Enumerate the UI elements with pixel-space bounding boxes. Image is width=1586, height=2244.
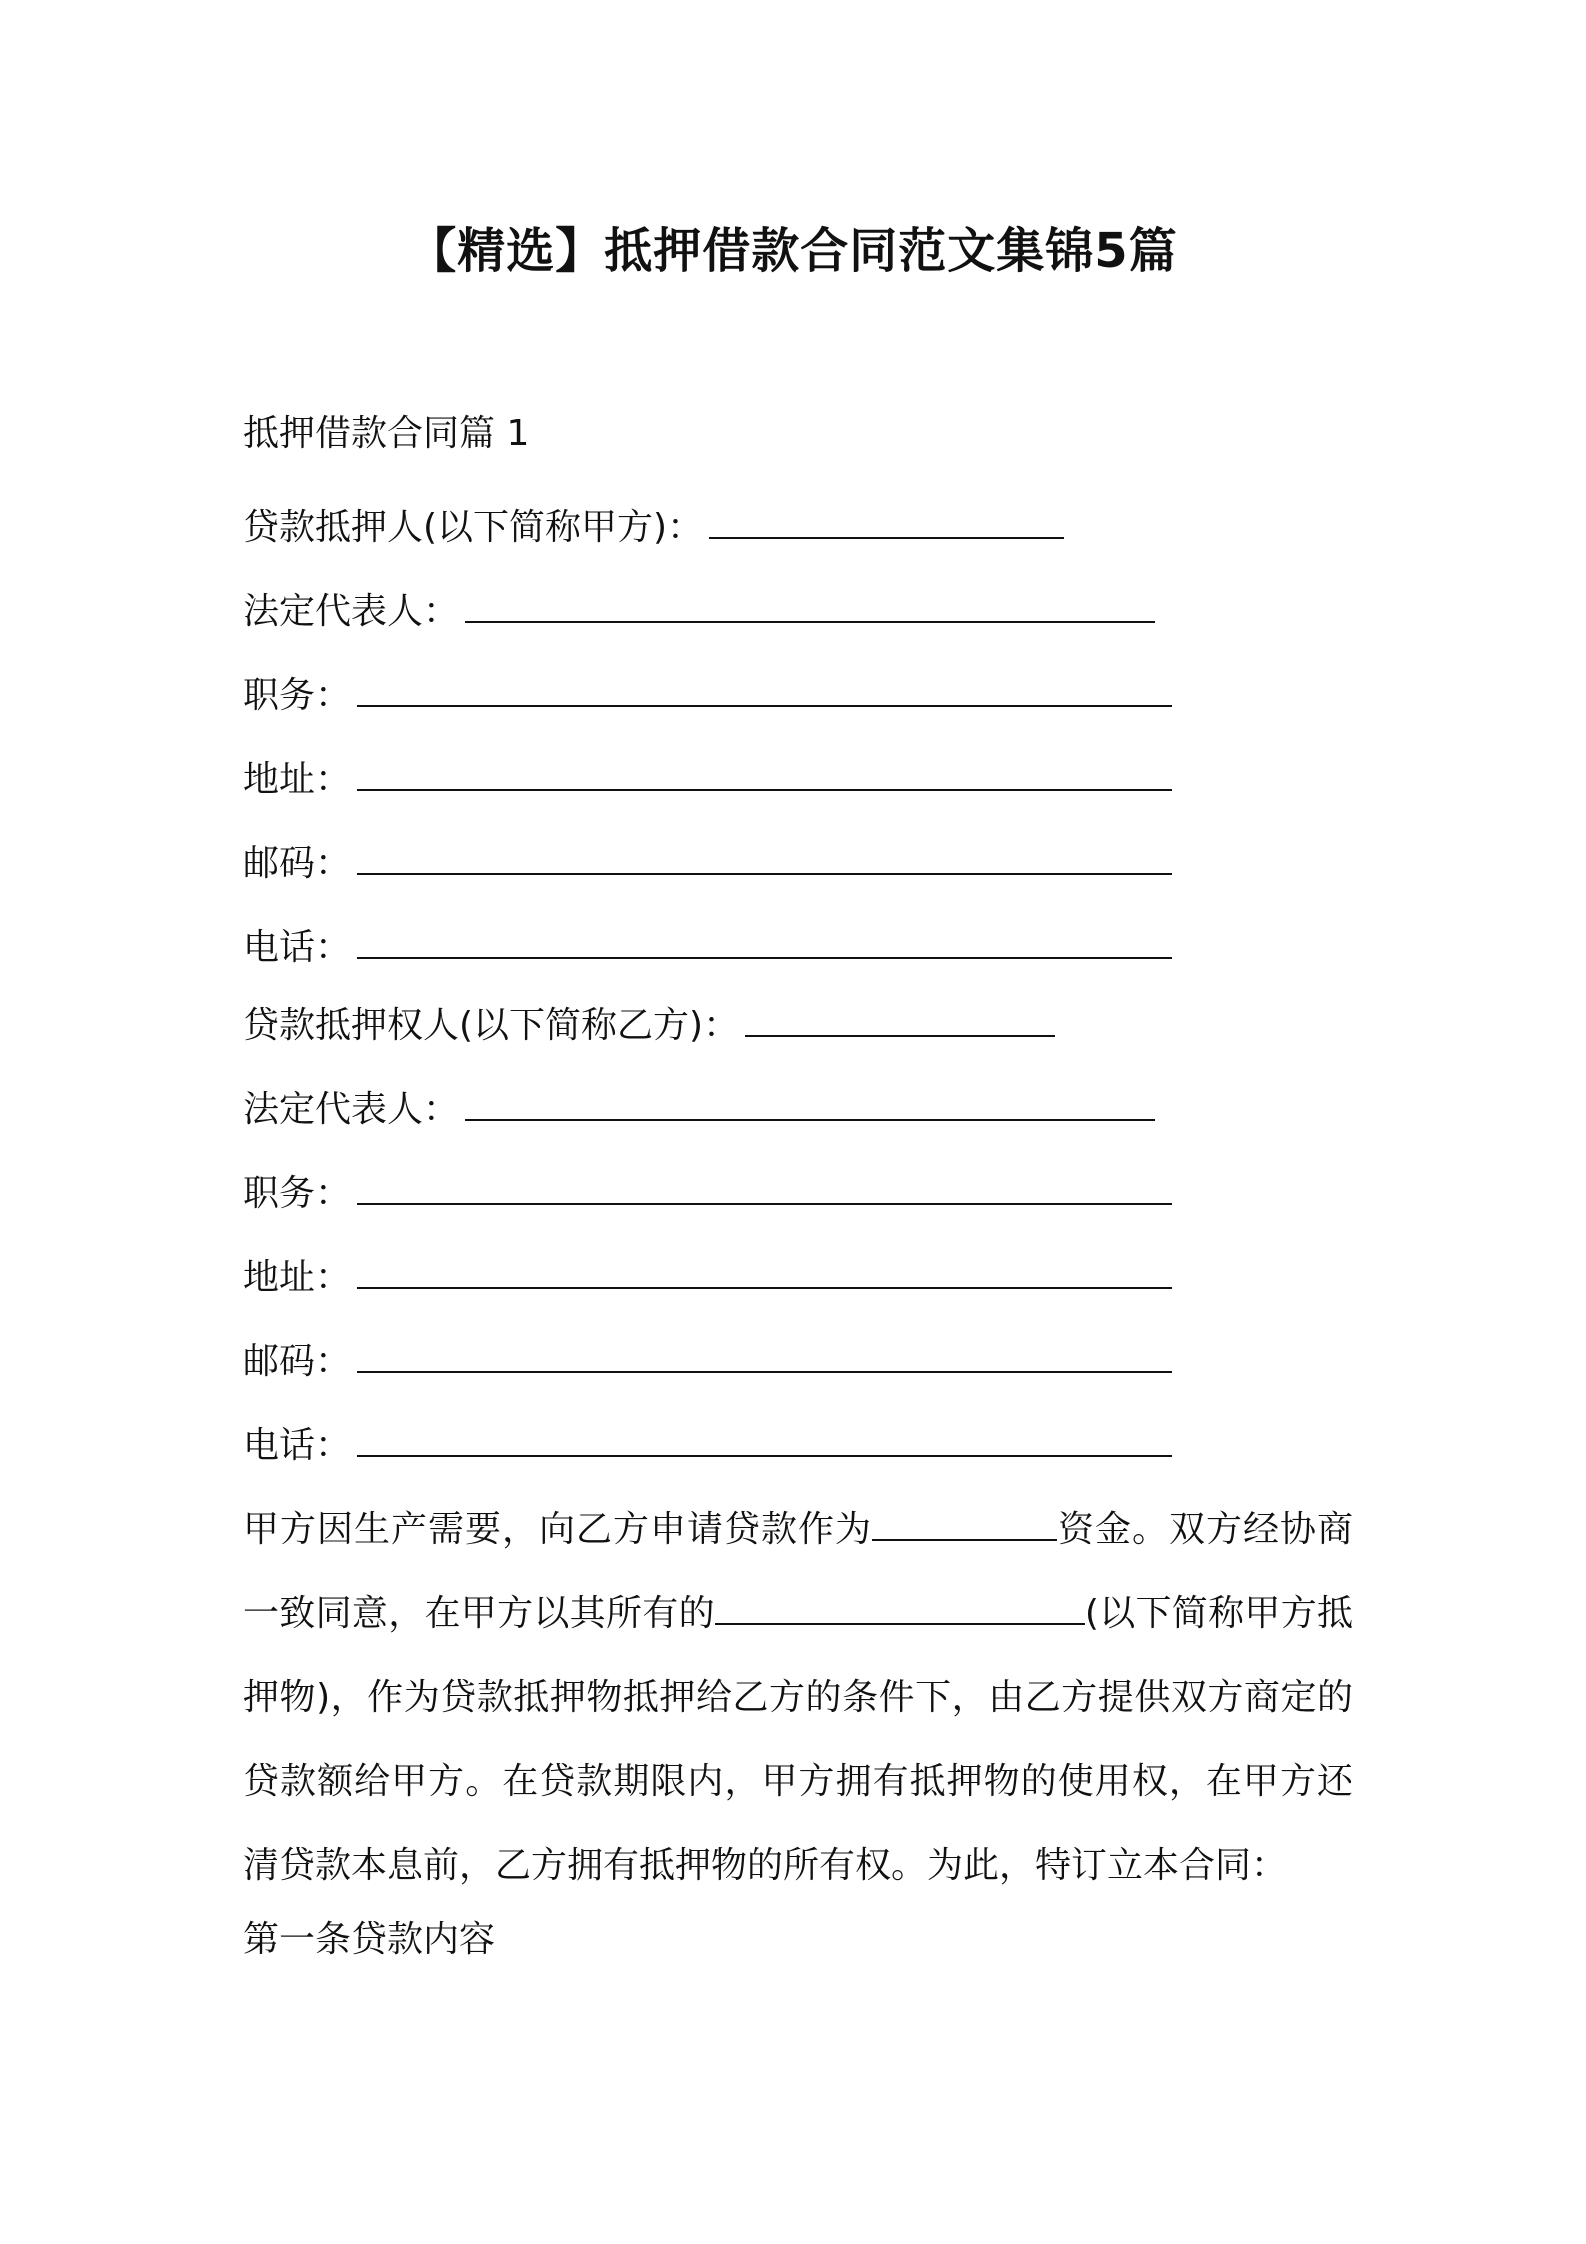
field-blank[interactable]	[357, 675, 1172, 707]
field-label: 职务：	[243, 675, 352, 716]
party-b-name-blank[interactable]	[745, 1005, 1055, 1037]
body-segment: (以下简称甲方抵押物)，作为贷款抵押物抵押给乙方的条件下，由乙方提供双方商定的贷款额给甲方。在贷款期限内，甲方拥有抵押物的使用权，在甲方还清贷款本息前，乙方拥有抵押物的所有权。为此，特订立本合同：	[243, 1593, 1353, 1886]
party-a-field-phone	[243, 926, 1172, 970]
party-b-field-title	[243, 1172, 1172, 1216]
party-a-header	[243, 506, 1064, 550]
party-a-name-blank[interactable]	[709, 507, 1064, 539]
body-segment: 甲方因生产需要，向乙方申请贷款作为	[243, 1509, 872, 1550]
section-heading: 抵押借款合同篇 1	[243, 413, 530, 454]
party-b-field-phone	[243, 1424, 1172, 1468]
field-blank[interactable]	[465, 1089, 1155, 1121]
field-blank[interactable]	[357, 1425, 1172, 1457]
field-label: 电话：	[243, 927, 352, 968]
collateral-blank[interactable]	[715, 1593, 1085, 1625]
field-blank[interactable]	[357, 927, 1172, 959]
party-a-field-postcode	[243, 842, 1172, 886]
body-segment: 资金。双方经协商一致同意，在甲方以其所有的	[243, 1509, 1353, 1634]
party-a-field-rep	[243, 590, 1155, 634]
document-title: 【精选】抵押借款合同范文集锦5篇	[408, 223, 1178, 279]
party-b-header	[243, 1004, 1055, 1048]
field-blank[interactable]	[357, 759, 1172, 791]
party-b-header-label: 贷款抵押权人(以下简称乙方)：	[243, 1005, 740, 1046]
party-b-field-rep	[243, 1088, 1155, 1132]
purpose-blank[interactable]	[872, 1509, 1057, 1541]
field-label: 地址：	[243, 1257, 352, 1298]
field-blank[interactable]	[465, 591, 1155, 623]
party-a-field-title	[243, 674, 1172, 718]
field-blank[interactable]	[357, 1341, 1172, 1373]
field-label: 电话：	[243, 1425, 352, 1466]
field-blank[interactable]	[357, 1173, 1172, 1205]
field-label: 邮码：	[243, 1341, 352, 1382]
party-b-field-postcode	[243, 1340, 1172, 1384]
party-a-field-address	[243, 758, 1172, 802]
field-label: 法定代表人：	[243, 591, 460, 632]
field-label: 法定代表人：	[243, 1089, 460, 1130]
field-blank[interactable]	[357, 843, 1172, 875]
field-label: 职务：	[243, 1173, 352, 1214]
party-b-field-address	[243, 1256, 1172, 1300]
field-label: 地址：	[243, 759, 352, 800]
contract-body-paragraph	[243, 1488, 1353, 1908]
article-1-heading: 第一条贷款内容	[243, 1919, 496, 1960]
party-a-header-label: 贷款抵押人(以下简称甲方)：	[243, 507, 704, 548]
field-blank[interactable]	[357, 1257, 1172, 1289]
field-label: 邮码：	[243, 843, 352, 884]
